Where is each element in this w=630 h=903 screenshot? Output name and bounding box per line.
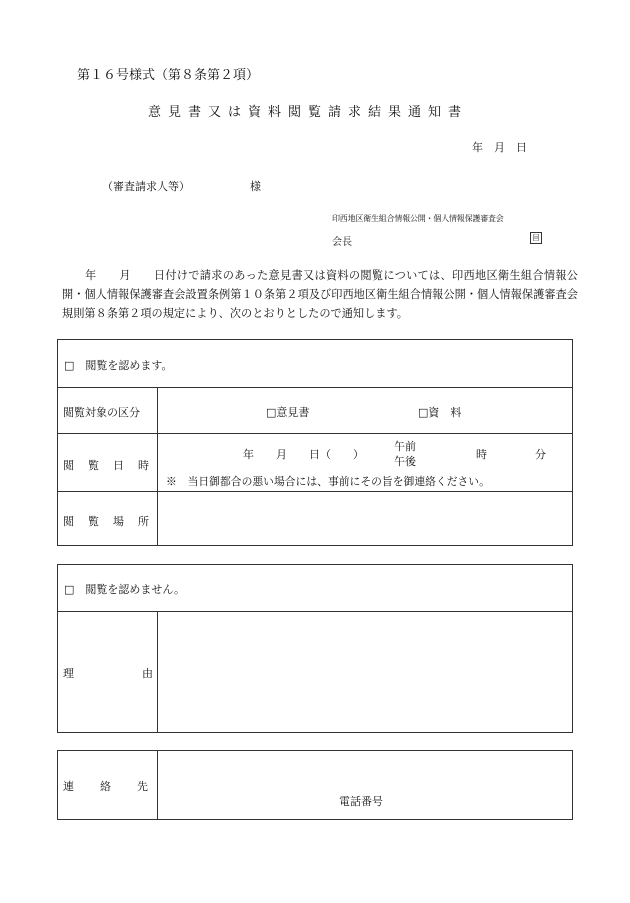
view-datetime-label: 閲覧日時 [63,459,163,472]
minute-label: 分 [535,448,546,461]
view-date-field[interactable]: 年 月 日（ ） [243,448,364,461]
deny-checkbox-header[interactable]: □ 閲覧を認めません。 [64,583,186,596]
addressee-label: （審査請求人等） [102,180,190,193]
view-place-label: 閲覧場所 [63,515,163,528]
chair-label: 会長 [332,237,352,248]
approve-checkbox-header[interactable]: □ 閲覧を認めます。 [64,359,173,372]
notice-body: 年 月 日付けで請求のあった意見書又は資料の閲覧については、印西地区衛生組合情報公開・個人情報保護審査会設置条例第１０条第２項及び印西地区衛生組合情報公開・個人情報保護審査会規則第８条第２項の規定により、次のとおりとしたので通知します。 [62,269,578,320]
phone-number-label: 電話番号 [339,795,383,808]
contact-label: 連絡先 [63,780,174,793]
document-title: 意見書又は資料閲覧請求結果通知書 [148,105,469,120]
am-option[interactable]: 午前 [394,440,416,453]
reason-label: 理由 [63,667,221,680]
seal-mark: 回 [530,232,542,244]
material-checkbox[interactable]: □資 料 [418,406,462,419]
honorific: 様 [250,180,261,193]
issue-date: 年 月 日 [472,141,527,154]
form-number: 第１６号様式（第８条第２項） [77,68,260,83]
organization-name: 印西地区衛生組合情報公開・個人情報保護審査会 [332,214,504,223]
opinion-checkbox[interactable]: □意見書 [266,406,310,419]
schedule-note: ※ 当日御都合の悪い場合には、事前にその旨を御連絡ください。 [166,475,490,488]
hour-label: 時 [476,448,487,461]
pm-option[interactable]: 午後 [394,455,416,468]
target-category-label: 閲覧対象の区分 [63,406,140,419]
